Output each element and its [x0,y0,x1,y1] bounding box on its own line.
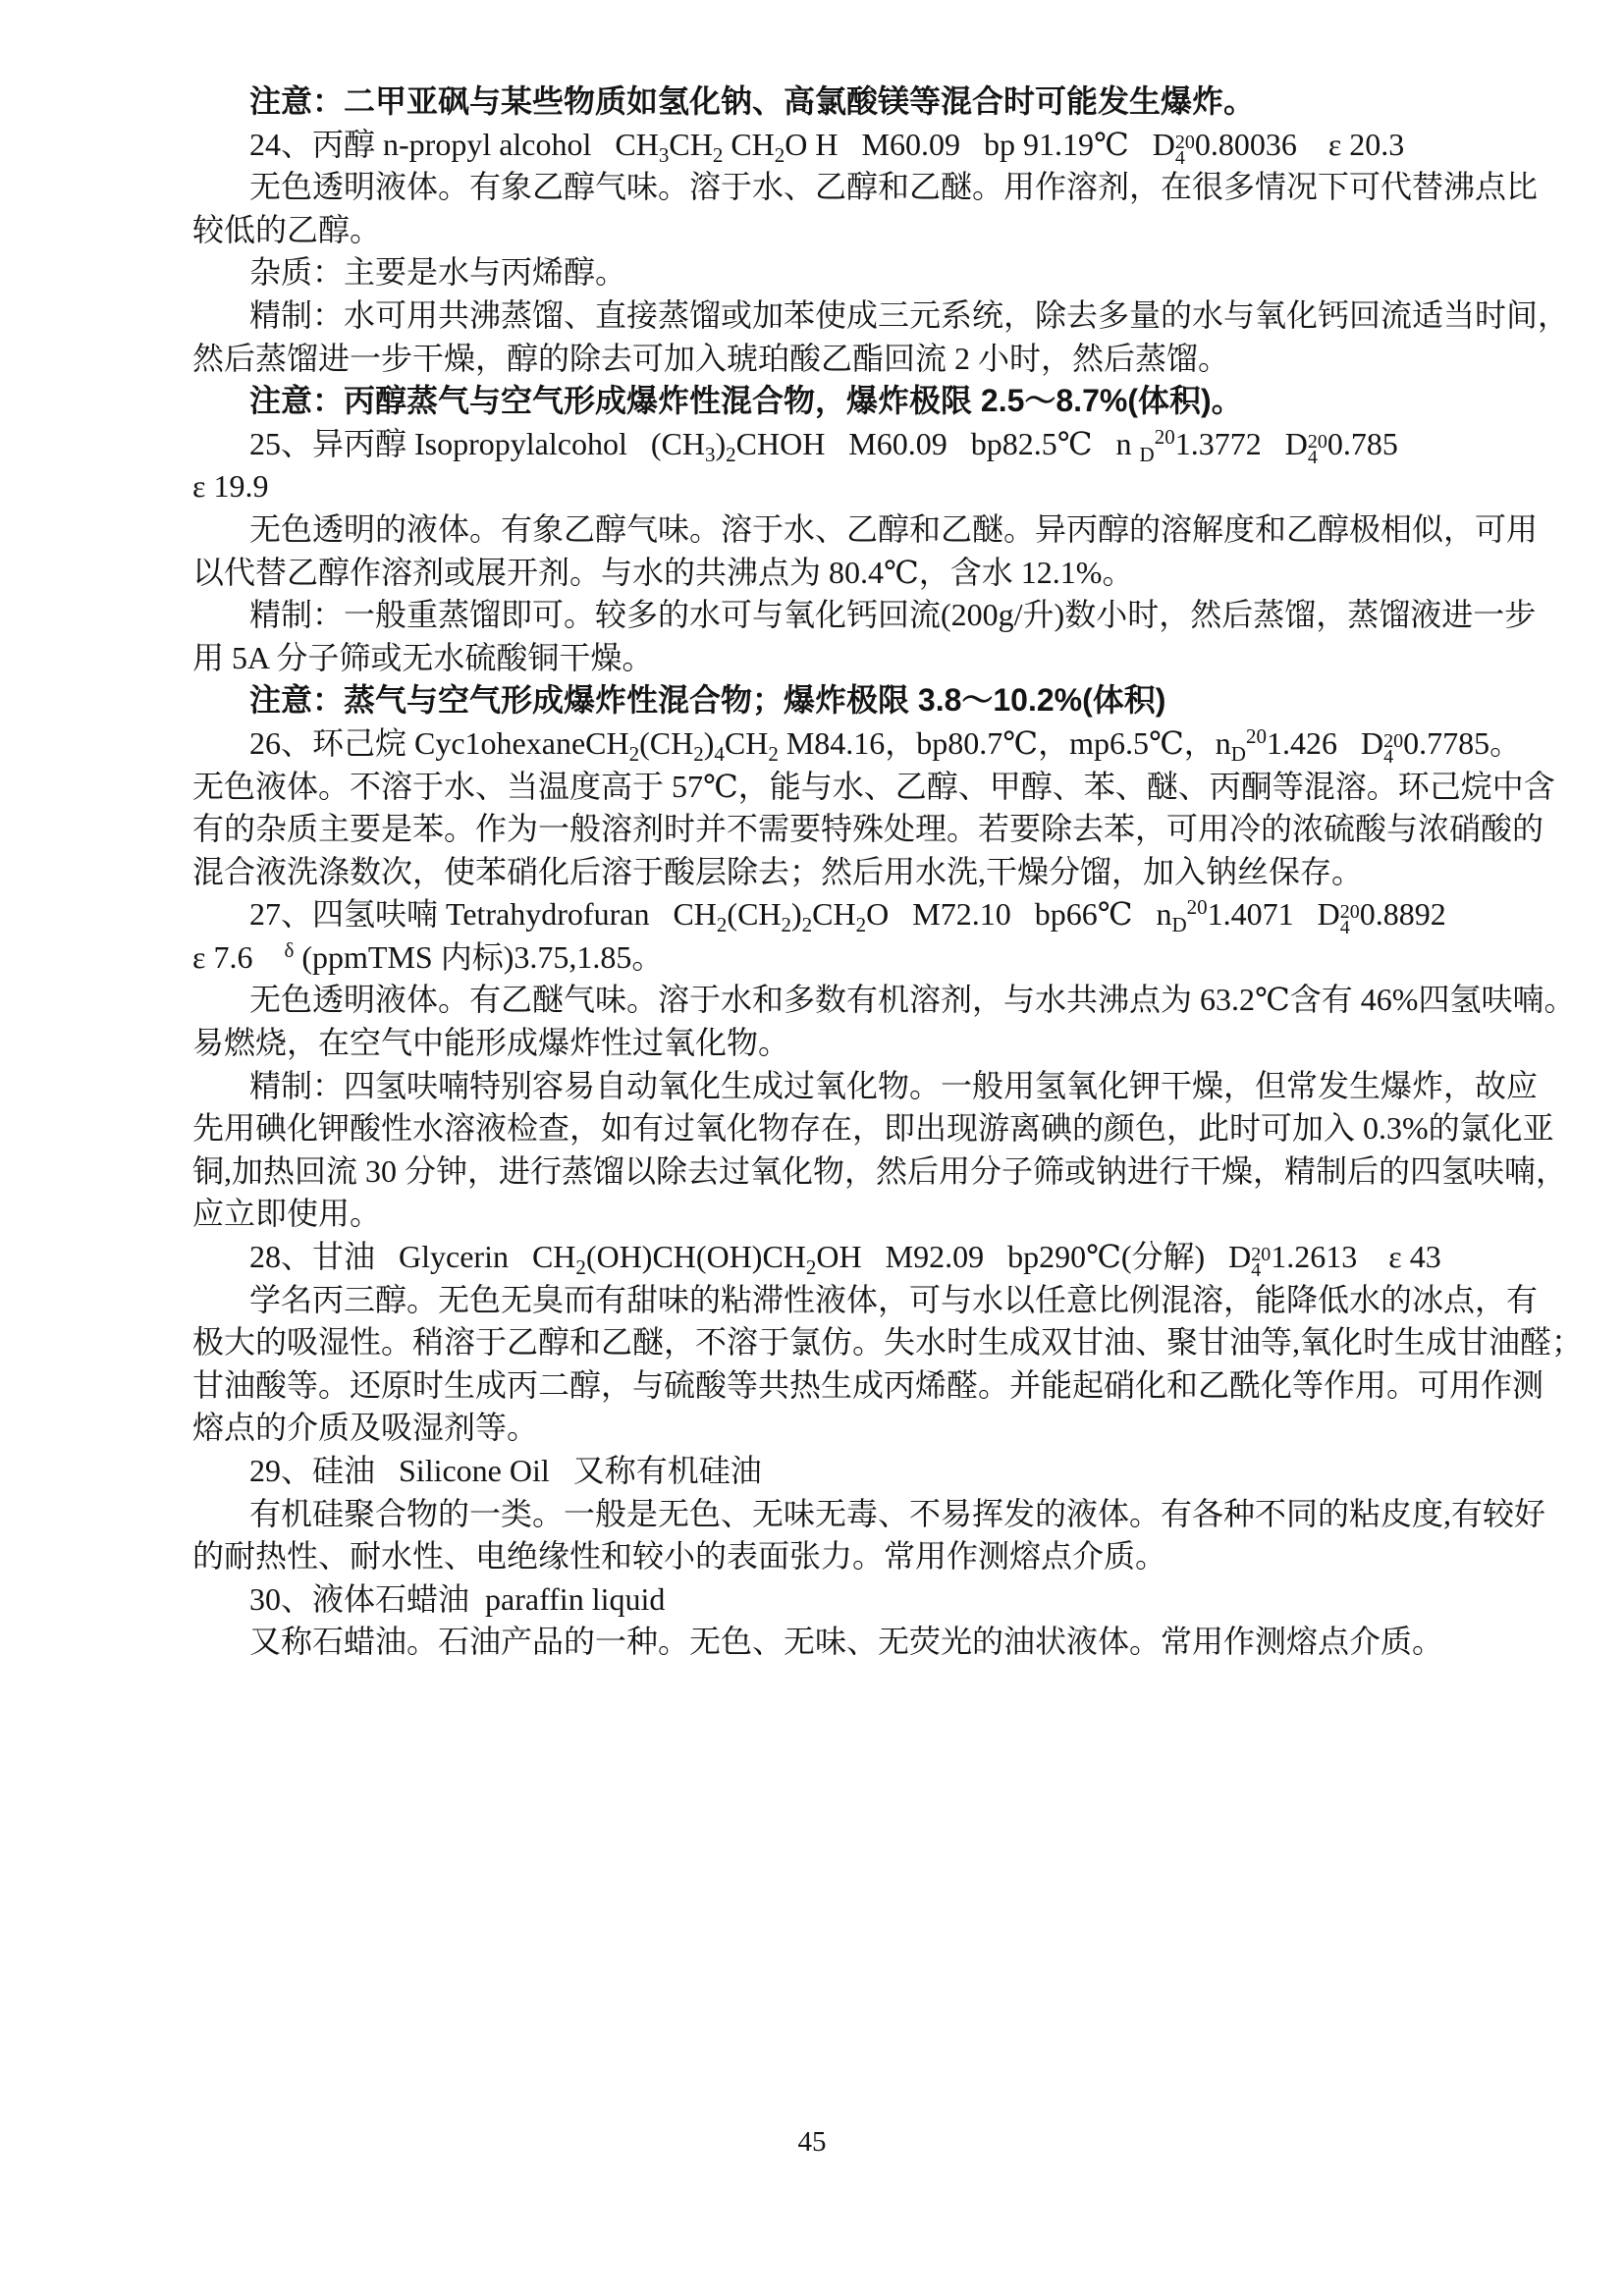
text-line: 有的杂质主要是苯。作为一般溶剂时并不需要特殊处理。若要除去苯，可用冷的浓硫酸与浓硝酸的 [192,811,1544,847]
text-lines [192,80,1584,1664]
text-line: 无色透明液体。有象乙醇气味。溶于水、乙醇和乙醚。用作溶剂，在很多情况下可代替沸点比 [249,169,1539,205]
text-line: 29、硅油 Silicone Oil 又称有机硅油 [249,1453,762,1488]
text-line: 精制：一般重蒸馏即可。较多的水可与氧化钙回流(200g/升)数小时，然后蒸馏，蒸馏液进一步 [249,597,1537,633]
notice-line: 注意：蒸气与空气形成爆炸性混合物；爆炸极限 3.8～10.2%(体积) [249,682,1166,719]
text-line: 以代替乙醇作溶剂或展开剂。与水的共沸点为 80.4℃，含水 12.1%。 [192,554,1134,590]
text-line: 的耐热性、耐水性、电绝缘性和较小的表面张力。常用作测熔点介质。 [192,1538,1167,1575]
text-line: 极大的吸湿性。稍溶于乙醇和乙醚，不溶于氯仿。失水时生成双甘油、聚甘油等,氧化时生成甘油醛； [192,1324,1584,1361]
sup-sub-stack: 20 4 [1307,430,1327,468]
text-line: 精制：四氢呋喃特别容易自动氧化生成过氧化物。一般用氢氧化钾干燥，但常发生爆炸，故应 [249,1067,1539,1103]
text-line: 无色透明液体。有乙醚气味。溶于水和多数有机溶剂，与水共沸点为 63.2℃含有 46%四氢呋喃。 [249,982,1576,1018]
text-line: 应立即使用。 [192,1196,382,1232]
text-line: 有机硅聚合物的一类。一般是无色、无味无毒、不易挥发的液体。有各种不同的粘皮度,有较好 [249,1495,1546,1531]
text-line: 甘油酸等。还原时生成丙二醇，与硫酸等共热生成丙烯醛。并能起硝化和乙酰化等作用。可用作测 [192,1366,1544,1403]
text-line: 26、环己烷 $Cyc1ohexaneCH_2(CH_2)_4CH_2$ M84.16，bp80.7℃，mp6.5℃，$n_D^{20}1.426$ D 20 4 0.7785。 [249,723,1522,768]
text-line: 混合液洗涤数次，使苯硝化后溶于酸层除去；然后用水洗,干燥分馏，加入钠丝保存。 [192,853,1364,889]
text-line: 28、甘油 Glycerin $CH_2(OH)CH(OH)CH_2OH$ M92.09 bp290℃(分解) D 20 4 1.2613 ε 43 [249,1239,1441,1282]
text-line: 易燃烧，在空气中能形成爆炸性过氧化物。 [192,1025,790,1061]
sup-sub-stack: 20 4 [1339,901,1360,939]
text-line: 用 5A 分子筛或无水硫酸铜干燥。 [192,639,654,675]
text-line: 先用碘化钾酸性水溶液检查，如有过氧化物存在，即出现游离碘的颜色，此时可加入 0.3%的氯化亚 [192,1110,1554,1147]
text-line: 精制：水可用共沸蒸馏、直接蒸馏或加苯使成三元系统，除去多量的水与氧化钙回流适当时间， [249,296,1570,333]
text-line: 30、液体石蜡油 paraffin liquid [249,1580,666,1617]
text-line: 较低的乙醇。 [192,211,382,247]
text-line: 无色液体。不溶于水、当温度高于 57℃，能与水、乙醇、甲醇、苯、醚、丙酮等混溶。环己烷中含 [192,768,1555,804]
text-line: 又称石蜡油。石油产品的一种。无色、无味、无荧光的油状液体。常用作测熔点介质。 [249,1624,1444,1660]
page-number: 45 [797,2126,827,2158]
text-line: ε 7.6 $^\delta$ (ppmTMS 内标)3.75,1.85。 [192,937,664,975]
sup-sub-stack: 20 4 [1174,131,1195,169]
text-line: 铜,加热回流 30 分钟，进行蒸馏以除去过氧化物，然后用分子筛或钠进行干燥，精制后的四氢呋喃， [192,1152,1568,1189]
text-line: 熔点的介质及吸湿剂等。 [192,1410,539,1446]
notice-line: 注意：丙醇蒸气与空气形成爆炸性混合物，爆炸极限 2.5～8.7%(体积)。 [249,383,1243,419]
text-line: 杂质：主要是水与丙烯醇。 [249,254,627,291]
text-line: 然后蒸馏进一步干燥，醇的除去可加入琥珀酸乙酯回流 2 小时，然后蒸馏。 [192,340,1230,376]
sup-sub-stack: 20 4 [1251,1244,1272,1282]
sup-sub-stack: 20 4 [1383,729,1404,768]
text-line: 25、异丙醇 Isopropylalcohol $(CH_3)_2CHOH$ M60.09 bp82.5℃ n $_D^{20}$1.3772 D 20 4 0.785 [249,424,1398,468]
text-line: 27、四氢呋喃 Tetrahydrofuran $CH_2(CH_2)_2CH_2O$ M72.10 bp66℃ $n_D^{20}1.4071$ D 20 4 0.8892 [249,895,1446,939]
text-line: 无色透明的液体。有象乙醇气味。溶于水、乙醇和乙醚。异丙醇的溶解度和乙醇极相似，可用 [249,510,1539,547]
notice-line: 注意：二甲亚砜与某些物质如氢化钠、高氯酸镁等混合时可能发生爆炸。 [249,83,1256,119]
text-line: 学名丙三醇。无色无臭而有甜味的粘滞性液体，可与水以任意比例混溶，能降低水的冰点，有 [249,1281,1539,1317]
text-line: 24、丙醇 n-propyl alcohol $CH_3CH_2$ $CH_2O$ H M60.09 bp 91.19℃ D 20 4 0.80036 ε 20.3 [249,126,1405,169]
text-line: ε 19.9 [192,468,269,505]
